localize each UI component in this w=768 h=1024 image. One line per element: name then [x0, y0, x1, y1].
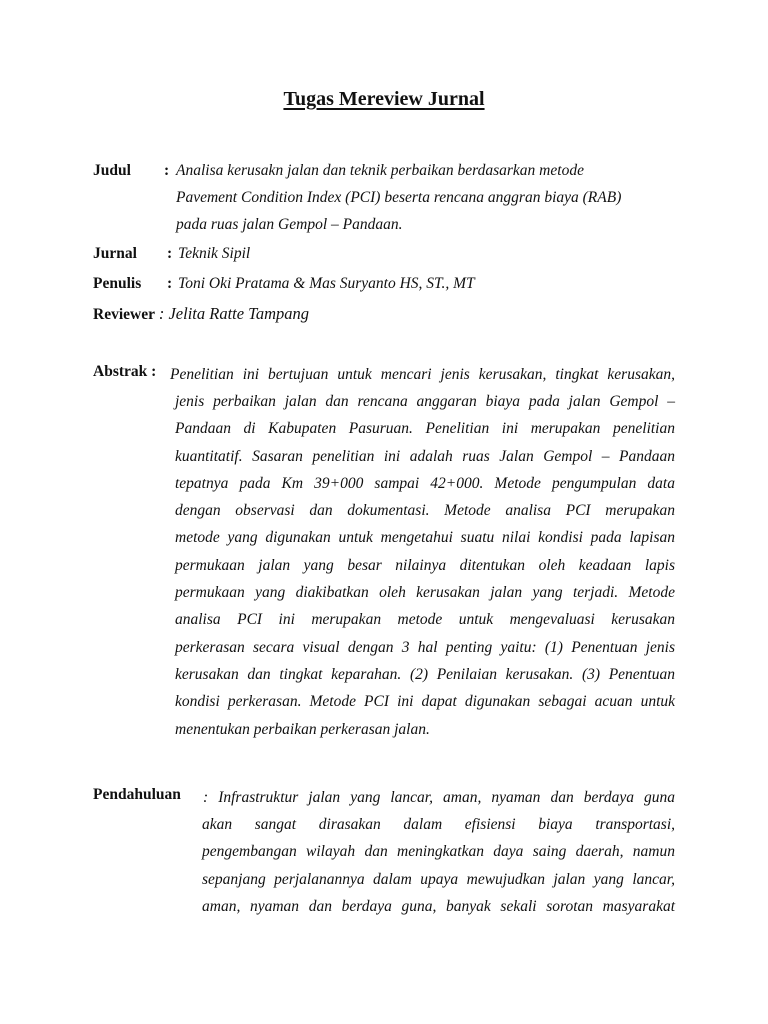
penulis-value: Toni Oki Pratama & Mas Suryanto HS, ST., MT — [178, 275, 475, 292]
reviewer-field — [93, 304, 309, 324]
abstrak-line: analisa PCI ini merupakan metode untuk mengevaluasi kerusakan — [175, 611, 675, 629]
pendahuluan-line: akan sangat dirasakan dalam efisiensi biaya transportasi, — [202, 816, 675, 833]
penulis-colon-text: : — [167, 275, 173, 292]
jurnal-colon-text: : — [167, 245, 173, 262]
abstrak-line: Penelitian ini bertujuan untuk mencari jenis kerusakan, tingkat kerusakan, — [170, 366, 675, 383]
judul-colon-text: : — [164, 162, 170, 179]
abstrak-block — [170, 361, 675, 388]
judul-line-1: Analisa kerusakn jalan dan teknik perbaikan berdasarkan metode — [176, 162, 584, 179]
abstrak-line: permukaan jalan yang besar nilainya ditentukan oleh keadaan lapis — [175, 556, 675, 574]
judul-label: Judul — [93, 162, 131, 179]
pendahuluan-field — [93, 786, 181, 804]
jurnal-field — [93, 245, 137, 263]
abstrak-line: permukaan yang diakibatkan oleh kerusakan jalan yang terjadi. Metode — [175, 584, 675, 602]
judul-line-2: Pavement Condition Index (PCI) beserta rencana anggran biaya (RAB) — [176, 189, 622, 206]
abstrak-label: Abstrak : — [93, 363, 157, 380]
pendahuluan-line: : Infrastruktur jalan yang lancar, aman, nyaman dan berdaya guna — [203, 789, 675, 806]
abstrak-block-body — [175, 388, 675, 743]
pendahuluan-line: sepanjang perjalanannya dalam upaya mewujudkan jalan yang lancar, — [202, 870, 675, 888]
jurnal-label: Jurnal — [93, 245, 137, 262]
jurnal-value: Teknik Sipil — [178, 245, 251, 262]
reviewer-label: Reviewer — [93, 306, 155, 323]
pendahuluan-label: Pendahuluan — [93, 786, 181, 803]
penulis-colon — [167, 275, 172, 293]
abstrak-line: kerusakan dan tingkat keparahan. (2) Penilaian kerusakan. (3) Penentuan — [175, 665, 675, 683]
judul-colon — [164, 162, 169, 180]
pendahuluan-line: aman, nyaman dan berdaya guna, banyak sekali sorotan masyarakat — [202, 897, 675, 915]
judul-field — [93, 162, 131, 180]
abstrak-line: kuantitatif. Sasaran penelitian ini adalah ruas Jalan Gempol – Pandaan — [175, 447, 675, 465]
page-title: Tugas Mereview Jurnal — [283, 88, 485, 110]
abstrak-line: menentukan perbaikan perkerasan jalan. — [175, 720, 430, 738]
judul-line-3: pada ruas jalan Gempol – Pandaan. — [176, 216, 403, 233]
abstrak-line: jenis perbaikan jalan dan rencana anggaran biaya pada jalan Gempol – — [175, 393, 675, 410]
abstrak-line: kondisi perkerasan. Metode PCI ini dapat digunakan sebagai acuan untuk — [175, 693, 675, 711]
penulis-field — [93, 275, 141, 293]
abstrak-line: dengan observasi dan dokumentasi. Metode analisa PCI merupakan — [175, 502, 675, 520]
abstrak-line: tepatnya pada Km 39+000 sampai 42+000. Metode pengumpulan data — [175, 474, 675, 492]
abstrak-line: metode yang digunakan untuk mengetahui suatu nilai kondisi pada lapisan — [175, 529, 675, 547]
reviewer-value: : Jelita Ratte Tampang — [158, 304, 310, 323]
pendahuluan-block — [203, 784, 675, 811]
penulis-label: Penulis — [93, 275, 142, 292]
pendahuluan-line: pengembangan wilayah dan meningkatkan daya saing daerah, namun — [202, 843, 675, 861]
pendahuluan-block-body — [202, 811, 675, 920]
abstrak-line: Pandaan di Kabupaten Pasuruan. Penelitian ini merupakan penelitian — [175, 420, 675, 438]
abstrak-line: perkerasan secara visual dengan 3 hal penting yaitu: (1) Penentuan jenis — [175, 638, 675, 656]
jurnal-colon — [167, 245, 172, 263]
abstrak-field — [93, 363, 156, 381]
